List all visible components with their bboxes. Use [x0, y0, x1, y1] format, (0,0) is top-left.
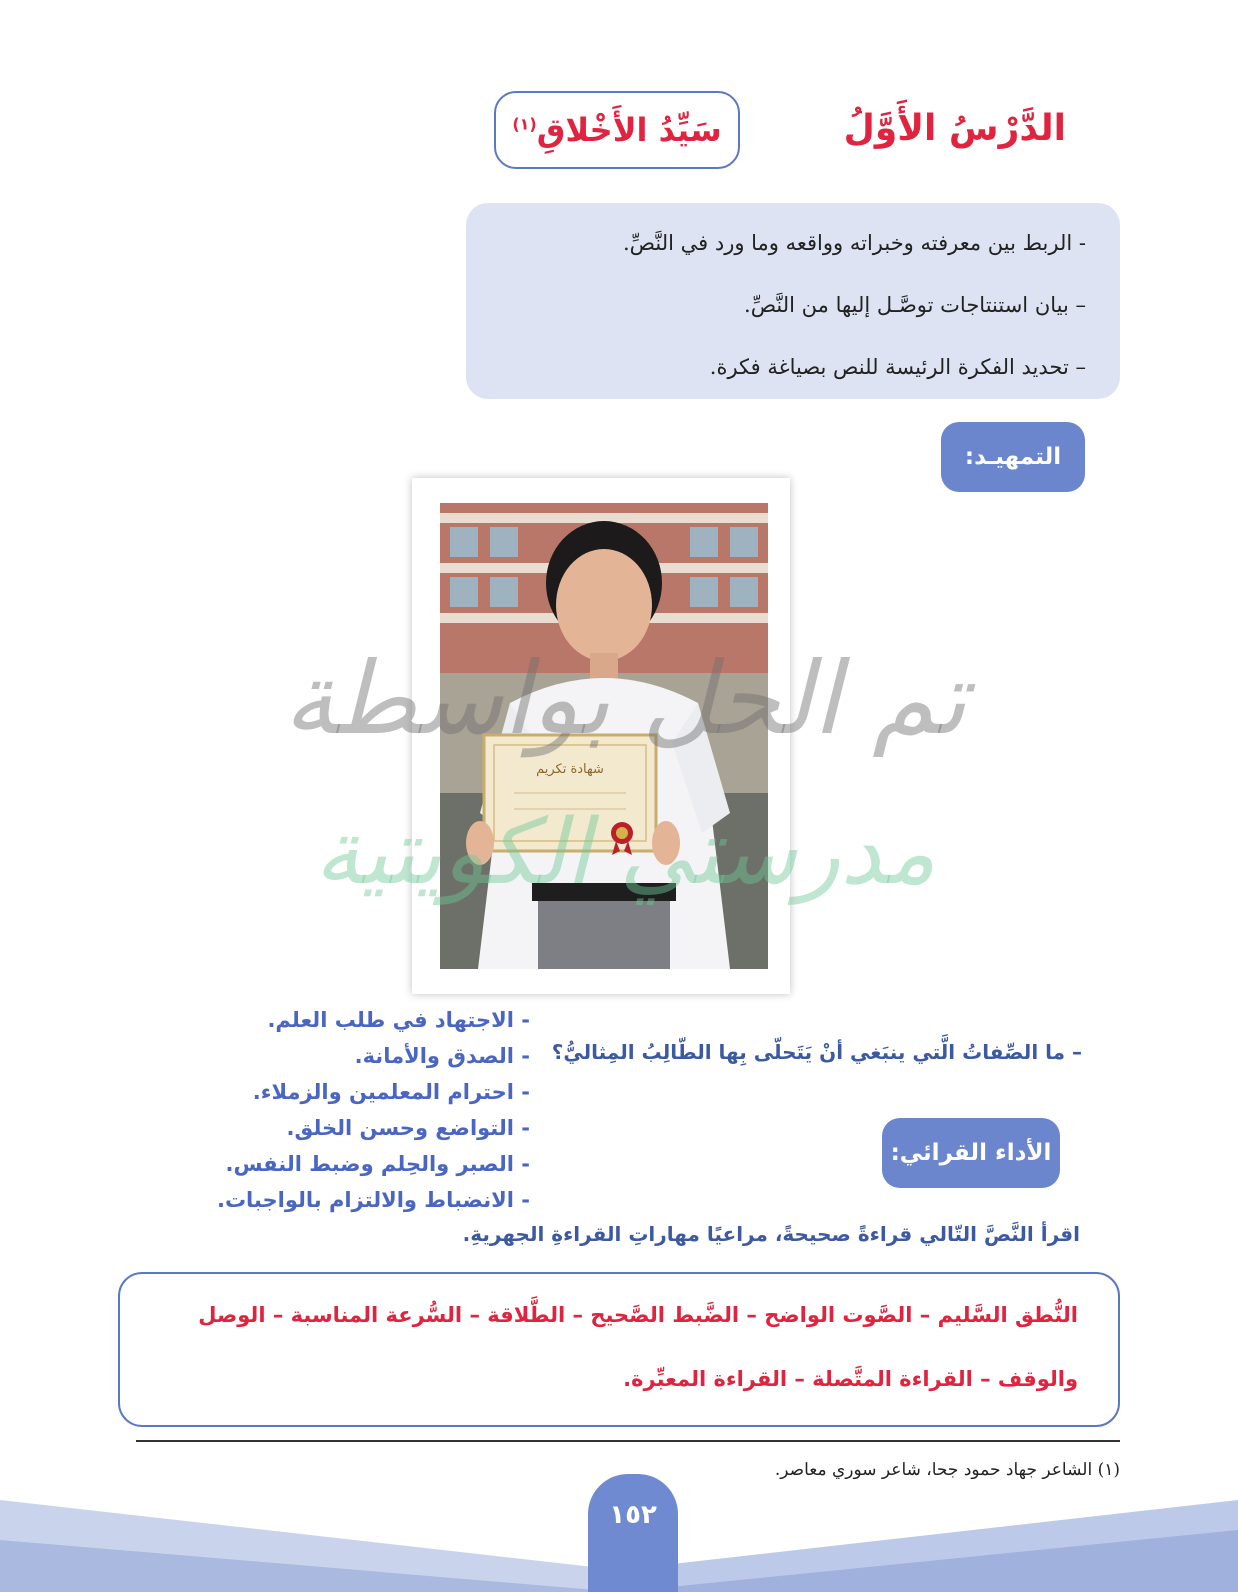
objective-item: - الربط بين معرفته وخبراته وواقعه وما ورد في النَّصِّ. [622, 231, 1086, 255]
objective-item: – تحديد الفكرة الرئيسة للنص بصياغة فكرة. [709, 355, 1086, 379]
answer-item: - الاجتهاد في طلب العلم. [267, 1008, 530, 1032]
lesson-title-box [494, 91, 740, 169]
title-footnote-marker: (١) [512, 114, 537, 134]
objectives-box [466, 203, 1120, 399]
answers-list [190, 1002, 530, 1218]
watermark-line: مدرستي الكويتية [314, 800, 936, 905]
discussion-question: – ما الصِّفاتُ الَّتي ينبَغي أنْ يَتَحلّى بِها الطّالِبُ المِثاليُّ؟ [551, 1040, 1082, 1064]
answer-item: - الصبر والحِلم وضبط النفس. [225, 1152, 530, 1176]
reading-instruction: اقرأ النَّصَّ التّالي قراءةً صحيحةً، مراعيًا مهاراتِ القراءةِ الجهريةِ. [462, 1222, 1080, 1246]
intro-label: التمهيـد: [941, 422, 1085, 492]
reading-skills-line: النُّطق السَّليم – الصَّوت الواضح – الضَّبط الصَّحيح – الطَّلاقة – السُّرعة المناسبة – الوصل [198, 1303, 1078, 1327]
footnote-divider [136, 1440, 1120, 1442]
lesson-number-heading: الدَّرْسُ الأَوَّلُ [843, 108, 1066, 149]
objective-item: – بيان استنتاجات توصَّـل إليها من النَّصِّ. [744, 293, 1086, 317]
answer-item: - الانضباط والالتزام بالواجبات. [216, 1188, 530, 1212]
footnote: (١) الشاعر جهاد حمود جحا، شاعر سوري معاصر. [774, 1460, 1120, 1480]
reading-skills-box [118, 1272, 1120, 1427]
answer-item: - احترام المعلمين والزملاء. [252, 1080, 530, 1104]
page-number: ١٥٢ [609, 1500, 657, 1530]
reading-performance-label: الأداء القرائي: [882, 1118, 1060, 1188]
answer-item: - التواضع وحسن الخلق. [286, 1116, 530, 1140]
student-certificate-photo [440, 503, 768, 969]
photo-frame [412, 478, 790, 994]
watermark-line: تم الحل بواسطة [283, 640, 967, 757]
certificate-text: شهادة تكريم [536, 762, 604, 777]
page-number-tab [588, 1474, 678, 1592]
answer-item: - الصدق والأمانة. [354, 1044, 530, 1068]
lesson-title: سَيِّدُ الأَخْلاقِ$^{(١)}$ [512, 111, 722, 149]
reading-skills-line: والوقف – القراءة المتَّصلة – القراءة المعبِّرة. [623, 1367, 1078, 1391]
